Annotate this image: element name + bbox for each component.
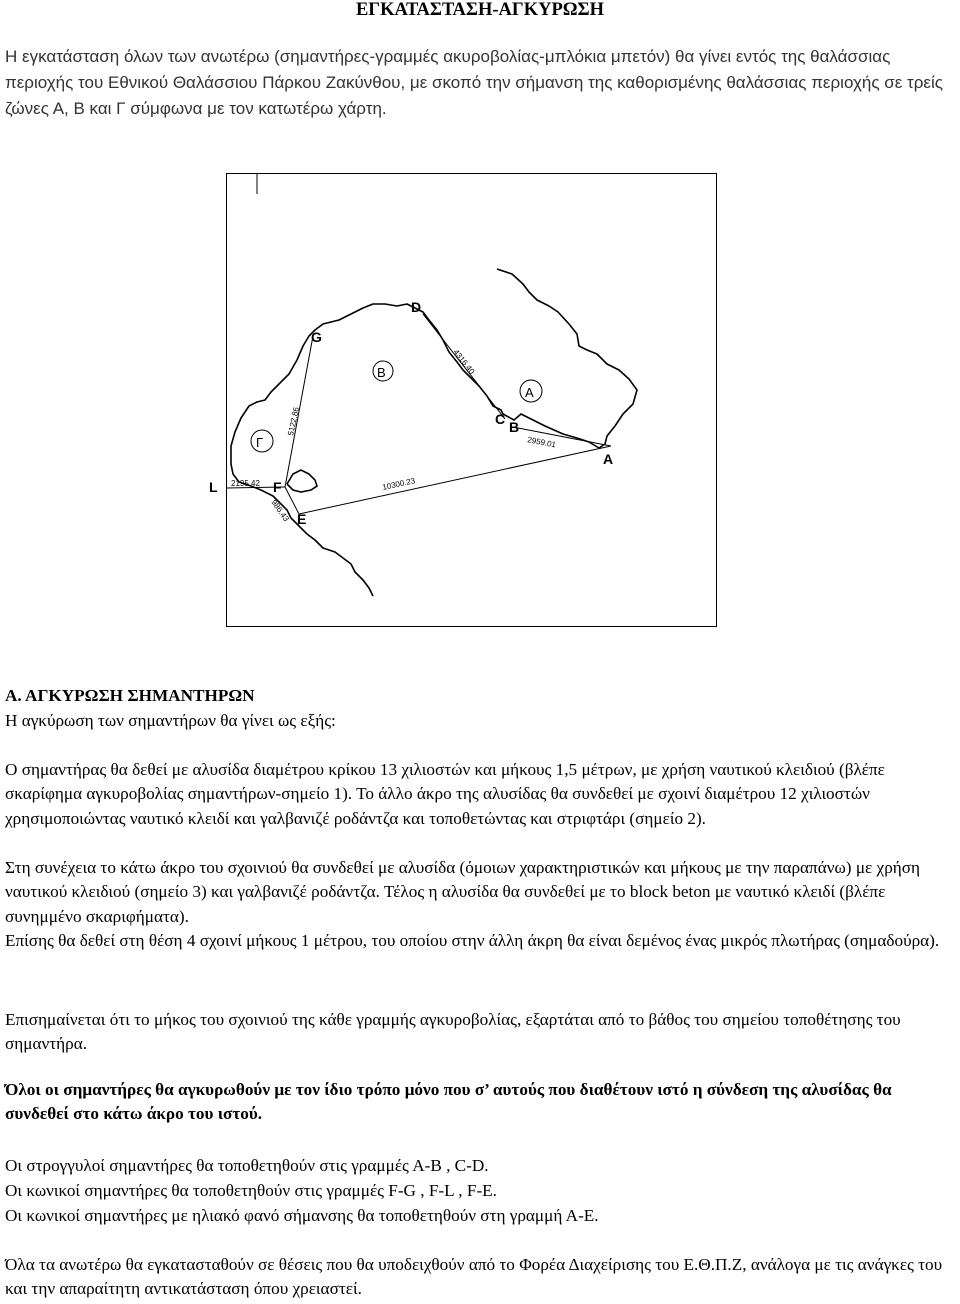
zones-map bbox=[209, 173, 717, 627]
line-conical-buoys: Οι κωνικοί σημαντήρες θα τοποθετηθούν στις γραμμές F-G , F-L , F-E. bbox=[5, 1181, 497, 1200]
zone-g-label: Γ bbox=[256, 435, 264, 450]
distance-dc: 4316.40 bbox=[451, 347, 477, 377]
paragraph-final: Όλα τα ανωτέρω θα εγκατασταθούν σε θέσεις που θα υποδειχθούν από το Φορέα Διαχείρισης του Ε.Θ.Π.Ζ, ανάλογα με τις ανάγκες του και την απαραίτητη αντικατάσταση όπου χρειαστεί. bbox=[5, 1255, 943, 1299]
section-subtitle: Η αγκύρωση των σημαντήρων θα γίνει ως εξής: bbox=[5, 711, 336, 730]
line-solar-buoys: Οι κωνικοί σημαντήρες με ηλιακό φανό σήμανσης θα τοποθετηθούν στη γραμμή Α-Ε. bbox=[5, 1206, 599, 1225]
distance-lf: 2195.42 bbox=[231, 479, 260, 488]
paragraph-2: Στη συνέχεια το κάτω άκρο του σχοινιού θα συνδεθεί με αλυσίδα (όμοιων χαρακτηριστικών και μήκους με την παραπάνω) με χρήση ναυτικού κλειδιού (σημείο 3) και γαλβανιζέ ροδάντζα. Τέλος η αλυσίδα θα συνδεθεί με το block beton με ναυτικό κλειδί (βλέπε συνημμένο σκαριφήματα). bbox=[5, 858, 921, 926]
point-f-label: F bbox=[273, 479, 282, 495]
paragraph-1: Ο σημαντήρας θα δεθεί με αλυσίδα διαμέτρου κρίκου 13 χιλιοστών και μήκους 1,5 μέτρων, με χρήση ναυτικού κλειδιού (βλέπε σκαρίφημα αγκυροβολίας σημαντήρων-σημείο 1). Το άλλο άκρο της αλυσίδας θα συνδεθεί με σχοινί διαμέτρου 12 χιλιοστών χρησιμοποιώντας ναυτικό κλειδί και γαλβανιζέ ροδάντζα και τοποθετώντας και στριφτάρι (σημείο 2). bbox=[5, 760, 885, 828]
distance-ba: 2959.01 bbox=[526, 435, 557, 450]
zone-a-label: A bbox=[525, 385, 534, 400]
point-l-label: L bbox=[209, 479, 218, 495]
distance-fe: 986.43 bbox=[269, 497, 291, 524]
zone-b-label: B bbox=[377, 365, 386, 380]
line-round-buoys: Οι στρογγυλοί σημαντήρες θα τοποθετηθούν στις γραμμές Α-Β , C-D. bbox=[5, 1156, 489, 1175]
distance-fg: 5122.86 bbox=[286, 406, 301, 437]
point-d-label: D bbox=[411, 299, 422, 315]
distance-ea: 10300.23 bbox=[381, 476, 417, 492]
line-e-a bbox=[299, 446, 614, 514]
point-b-label: B bbox=[509, 419, 520, 435]
map-svg bbox=[209, 174, 716, 626]
point-a-label: A bbox=[603, 451, 614, 467]
intro-paragraph: Η εγκατάσταση όλων των ανωτέρω (σημαντήρες-γραμμές ακυροβολίας-μπλόκια μπετόν) θα γίνει εντός της θαλάσσιας περιοχής του Εθνικού Θαλάσσιου Πάρκου Ζακύνθου, με σκοπό την σήμανση της καθορισμένης θαλάσσιας περιοχής σε τρείς ζώνες Α, Β και Γ σύμφωνα με τον κατωτέρω χάρτη. bbox=[5, 47, 943, 118]
paragraph-bold: Όλοι οι σημαντήρες θα αγκυρωθούν με τον ίδιο τρόπο μόνο που σ’ αυτούς που διαθέτουν ιστό η σύνδεση της αλυσίδας θα συνδεθεί στο κάτω άκρο του ιστού. bbox=[5, 1080, 892, 1124]
section-title: Α. ΑΓΚΥΡΩΣΗ ΣΗΜΑΝΤΗΡΩΝ bbox=[5, 686, 255, 705]
point-e-label: E bbox=[297, 511, 307, 527]
paragraph-4: Επισημαίνεται ότι το μήκος του σχοινιού της κάθε γραμμής αγκυροβολίας, εξαρτάται από το βάθος του σημείου τοποθέτησης του σημαντήρα. bbox=[5, 1010, 901, 1054]
point-g-label: G bbox=[311, 329, 322, 345]
document-title: ΕΓΚΑΤΑΣΤΑΣΗ-ΑΓΚΥΡΩΣΗ bbox=[355, 0, 605, 20]
paragraph-3: Επίσης θα δεθεί στη θέση 4 σχοινί μήκους 1 μέτρου, του οποίου στην άλλη άκρη θα είναι δεμένος ένας μικρός πλωτήρας (σημαδούρα). bbox=[5, 931, 940, 950]
coast-peninsula bbox=[287, 470, 317, 492]
point-c-label: C bbox=[495, 411, 506, 427]
